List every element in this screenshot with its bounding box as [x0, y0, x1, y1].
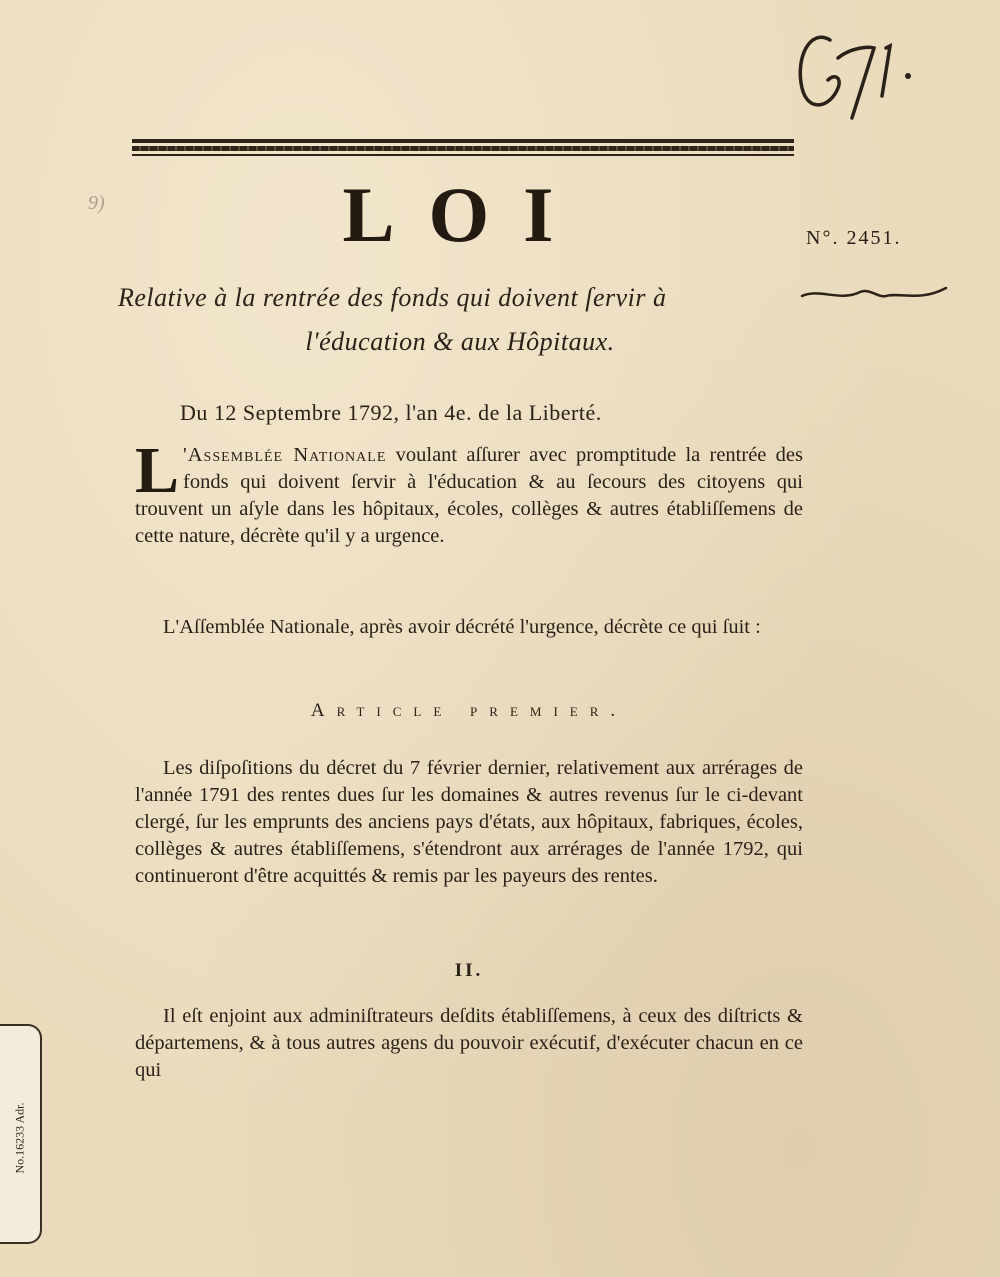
decree-date: Du 12 Septembre 1792, l'an 4e. de la Liberté. [180, 400, 602, 425]
bottom-rule [132, 154, 794, 156]
article-2-text: Il eſt enjoint aux adminiſtrateurs deſdits établiſſemens, à ceux des diſtricts & départemens, & à tous autres agens du pouvoir exécutif, d'exécuter chacun en ce qui [135, 1005, 803, 1081]
article-heading: Article premier. [310, 700, 628, 721]
preamble-paragraph [135, 434, 803, 550]
ornamental-rule [132, 146, 794, 151]
pencil-note: 9) [88, 192, 105, 214]
subtitle-line-1: Relative à la rentrée des fonds qui doivent ſervir à [118, 283, 667, 312]
subtitle-line-2: l'éducation & aux Hôpitaux. [305, 327, 615, 356]
document-number: N°. 2451. [806, 227, 902, 249]
stamp-label: No.16233 Adr. [12, 1102, 27, 1174]
preamble-text: voulant aſſurer avec promptitude la rentrée des fonds qui doivent ſervir à l'éducation & au ſecours des citoyens qui trouvent un aſyle dans les hôpitaux, écoles, collèges & autres établiſſemens de cette nature, décrète qu'il y a urgence. [135, 444, 803, 547]
library-stamp [0, 1024, 42, 1244]
assembly-name: 'Assemblée Nationale [183, 444, 387, 466]
swash-ornament [800, 280, 950, 310]
article-1-text: Les diſpoſitions du décret du 7 février dernier, relativement aux arrérages de l'année 1791 des rentes dues ſur les domaines & autres revenus ſur le ci-devant clergé, ſur les emprunts des anciens pays d'états, aux hôpitaux, fabriques, écoles, collèges & autres établiſſemens, s'étendront aux arrérages de l'année 1792, qui continueront d'être acquittés & remis par les payeurs des rentes. [135, 757, 803, 887]
article-2-heading: II. [454, 960, 484, 981]
drop-cap: L [135, 434, 180, 507]
enacting-paragraph: L'Aſſemblée Nationale, après avoir décrété l'urgence, décrète ce qui ſuit : [163, 616, 761, 638]
handwritten-shelfmark [790, 18, 940, 128]
document-title: LOI [342, 171, 588, 258]
top-rule [132, 139, 794, 143]
